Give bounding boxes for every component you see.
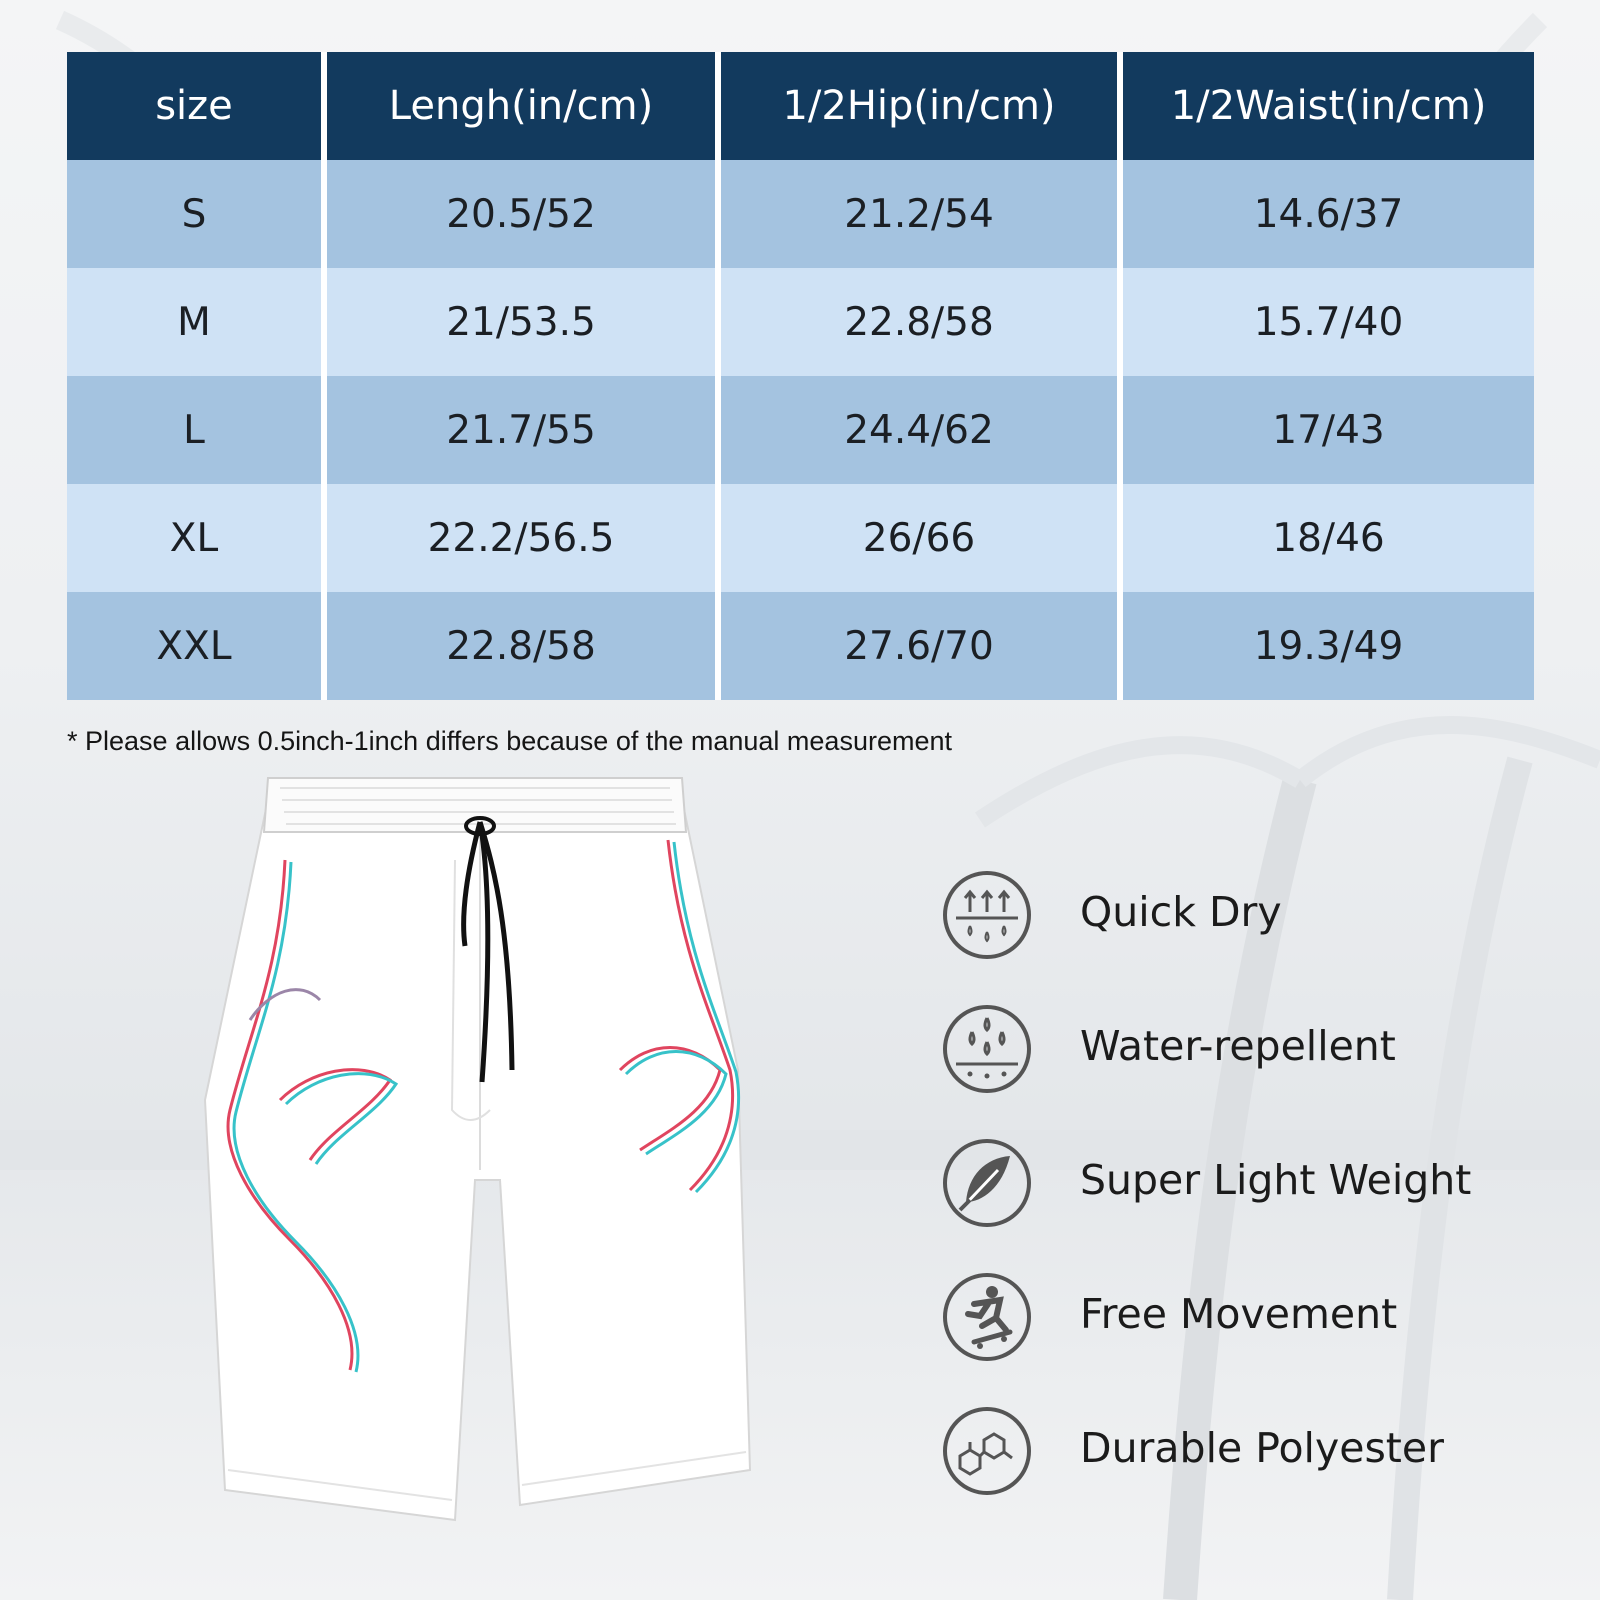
- size-cell: XL: [67, 484, 327, 592]
- length-cell: 22.8/58: [327, 592, 721, 700]
- feature-durable-polyester: [940, 1404, 1560, 1538]
- feature-label: Water-repellent: [1080, 1022, 1396, 1070]
- waist-cell: 15.7/40: [1123, 268, 1534, 376]
- size-cell: XXL: [67, 592, 327, 700]
- feature-light-weight: [940, 1136, 1560, 1270]
- size-chart-table: [67, 52, 1534, 700]
- hip-cell: 26/66: [721, 484, 1123, 592]
- column-header-hip: 1/2Hip(in/cm): [721, 52, 1123, 160]
- feature-label: Super Light Weight: [1080, 1156, 1472, 1204]
- measurement-note: * Please allows 0.5inch-1inch differs because of the manual measurement: [67, 726, 953, 756]
- hip-cell: 22.8/58: [721, 268, 1123, 376]
- size-cell: S: [67, 160, 327, 268]
- board-shorts-image: [190, 770, 780, 1580]
- column-header-length: Lengh(in/cm): [327, 52, 721, 160]
- table-row: [67, 160, 1534, 268]
- table-row: [67, 484, 1534, 592]
- waist-cell: 18/46: [1123, 484, 1534, 592]
- table-row: [67, 376, 1534, 484]
- feature-list: [940, 868, 1560, 1538]
- size-cell: M: [67, 268, 327, 376]
- waist-cell: 17/43: [1123, 376, 1534, 484]
- feature-label: Durable Polyester: [1080, 1424, 1444, 1472]
- feature-water-repellent: [940, 1002, 1560, 1136]
- feature-label: Free Movement: [1080, 1290, 1398, 1338]
- water-repellent-icon: [940, 1002, 1034, 1096]
- feature-quick-dry: [940, 868, 1560, 1002]
- skateboarder-icon: [940, 1270, 1034, 1364]
- table-header-row: [67, 52, 1534, 160]
- molecule-icon: [940, 1404, 1034, 1498]
- hip-cell: 21.2/54: [721, 160, 1123, 268]
- hip-cell: 24.4/62: [721, 376, 1123, 484]
- column-header-waist: 1/2Waist(in/cm): [1123, 52, 1534, 160]
- length-cell: 22.2/56.5: [327, 484, 721, 592]
- quick-dry-icon: [940, 868, 1034, 962]
- size-cell: L: [67, 376, 327, 484]
- feature-free-movement: [940, 1270, 1560, 1404]
- feather-icon: [940, 1136, 1034, 1230]
- waist-cell: 14.6/37: [1123, 160, 1534, 268]
- waist-cell: 19.3/49: [1123, 592, 1534, 700]
- table-row: [67, 592, 1534, 700]
- column-header-size: size: [67, 52, 327, 160]
- table-row: [67, 268, 1534, 376]
- length-cell: 20.5/52: [327, 160, 721, 268]
- length-cell: 21.7/55: [327, 376, 721, 484]
- feature-label: Quick Dry: [1080, 888, 1282, 936]
- hip-cell: 27.6/70: [721, 592, 1123, 700]
- length-cell: 21/53.5: [327, 268, 721, 376]
